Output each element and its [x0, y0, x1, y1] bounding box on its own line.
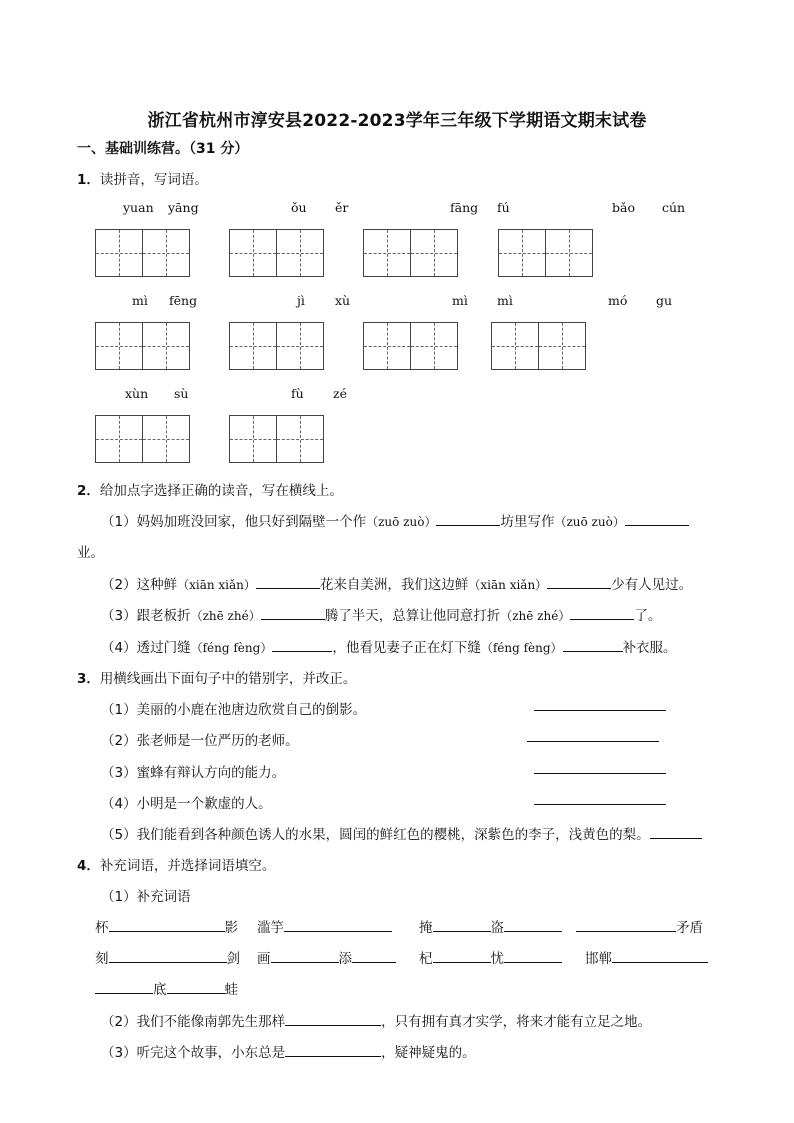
item-text: 花来自美洲，我们这边鲜: [319, 577, 469, 593]
pinyin: ǒu: [291, 200, 307, 215]
pinyin: yāng: [168, 200, 199, 215]
idiom-char: 画: [257, 951, 271, 967]
q4-sub-1: （1）补充词语: [101, 889, 191, 905]
pinyin: mó: [608, 293, 628, 308]
question-text: 读拼音，写词语。: [99, 172, 208, 188]
idiom-char: 添: [338, 951, 352, 967]
q3-item-4: （4）小明是一个歉虚的人。: [101, 796, 272, 812]
idiom-blank-4: [576, 916, 703, 936]
pinyin: ěr: [335, 200, 349, 215]
writing-box[interactable]: [95, 322, 190, 370]
answer-blank[interactable]: [433, 917, 491, 932]
pinyin: zé: [333, 386, 347, 401]
idiom-char: 剑: [226, 951, 240, 967]
item-text: ，只有拥有真才实学，将来才能有立足之地。: [381, 1014, 652, 1030]
answer-blank[interactable]: [625, 511, 689, 526]
question-text: 补充词语，并选择词语填空。: [99, 858, 276, 874]
answer-blank[interactable]: [563, 637, 623, 652]
q4-sub-2: [101, 1010, 651, 1030]
pinyin-options: （zhē zhé）: [190, 609, 261, 623]
answer-blank[interactable]: [433, 948, 491, 963]
q3-item-1: （1）美丽的小鹿在池唐边欣赏自己的倒影。: [101, 702, 367, 718]
item-text: （3）跟老板折: [101, 608, 191, 624]
question-number: 3．: [77, 671, 100, 687]
answer-blank[interactable]: [285, 1042, 381, 1057]
idiom-blank-2: [257, 916, 392, 936]
pinyin-options: （féng fèng）: [190, 641, 273, 655]
answer-blank[interactable]: [261, 605, 325, 620]
question-4: [77, 854, 275, 874]
answer-blank[interactable]: [352, 948, 396, 963]
q2-item-1-cont: 业。: [77, 545, 104, 561]
item-text: 坊里写作: [500, 514, 555, 530]
writing-box[interactable]: [491, 322, 586, 370]
pinyin: fù: [291, 386, 304, 401]
answer-line[interactable]: [534, 710, 666, 711]
writing-box[interactable]: [229, 415, 324, 463]
pinyin: mì: [452, 293, 468, 308]
answer-blank[interactable]: [95, 979, 153, 994]
item-text: 了。: [634, 608, 662, 624]
writing-box[interactable]: [498, 229, 593, 277]
pinyin: xù: [335, 293, 351, 308]
answer-blank[interactable]: [271, 948, 339, 963]
question-text: 给加点字选择正确的读音，写在横线上。: [99, 483, 343, 499]
idiom-char: 邯郸: [585, 951, 612, 967]
idiom-char: 盗: [490, 920, 504, 936]
pinyin: yuan: [123, 200, 154, 215]
q2-item-2: [101, 573, 692, 593]
pinyin-options: （zuō zuò）: [554, 515, 625, 529]
answer-blank[interactable]: [504, 917, 562, 932]
idiom-char: 矛盾: [676, 920, 703, 936]
idiom-blank-1: [95, 916, 238, 936]
question-text: 用横线画出下面句子中的错别字，并改正。: [99, 671, 357, 687]
idiom-char: 掩: [419, 920, 433, 936]
q2-item-1: [101, 510, 689, 530]
idiom-blank-3: [419, 916, 562, 936]
pinyin-options: （xiān xiǎn）: [468, 578, 548, 592]
idiom-blank-6: [257, 947, 396, 967]
pinyin: fēng: [169, 293, 198, 308]
answer-blank[interactable]: [650, 824, 702, 839]
item-text: （2）我们不能像南郭先生那样: [101, 1014, 286, 1030]
idiom-blank-8: [585, 947, 708, 967]
answer-blank[interactable]: [256, 574, 320, 589]
writing-box[interactable]: [363, 322, 458, 370]
q3-item-2: （2）张老师是一位严历的老师。: [101, 733, 299, 749]
answer-blank[interactable]: [109, 917, 225, 932]
answer-blank[interactable]: [284, 917, 392, 932]
answer-blank[interactable]: [612, 948, 708, 963]
item-text: ，疑神疑鬼的。: [381, 1045, 476, 1061]
answer-line[interactable]: [534, 804, 666, 805]
answer-blank[interactable]: [436, 511, 500, 526]
answer-blank[interactable]: [504, 948, 562, 963]
item-text: 补衣服。: [622, 640, 677, 656]
exam-title: 浙江省杭州市淳安县2022-2023学年三年级下学期语文期末试卷: [147, 111, 647, 131]
writing-box[interactable]: [95, 415, 190, 463]
idiom-char: 杞: [419, 951, 433, 967]
idiom-char: 滥竽: [257, 920, 284, 936]
item-text: （4）透过门缝: [101, 640, 191, 656]
item-text: 少有人见过。: [611, 577, 693, 593]
answer-line[interactable]: [527, 741, 659, 742]
pinyin-options: （xiān xiǎn）: [177, 578, 256, 592]
section-heading: 一、基础训练营。（31 分）: [77, 141, 249, 157]
item-text: 腾了半天，总算让他同意打折: [324, 608, 501, 624]
pinyin: sù: [174, 386, 189, 401]
idiom-blank-5: [95, 947, 240, 967]
idiom-char: 忧: [490, 951, 504, 967]
question-1: [77, 168, 208, 188]
question-number: 2．: [77, 483, 100, 499]
item-text: （3）听完这个故事，小东总是: [101, 1045, 286, 1061]
q2-item-4: [101, 636, 677, 656]
writing-box[interactable]: [229, 229, 324, 277]
q3-item-3: （3）蜜蜂有辩认方向的能力。: [101, 765, 286, 781]
pinyin-options: （zuō zuò）: [366, 515, 437, 529]
pinyin: fú: [497, 200, 510, 215]
answer-blank[interactable]: [576, 917, 676, 932]
pinyin: mì: [497, 293, 513, 308]
q2-item-3: [101, 604, 661, 624]
item-text: （5）我们能看到各种颜色诱人的水果，圆闰的鲜红色的樱桃，深紫色的李子，浅黄色的梨。: [101, 827, 650, 843]
idiom-char: 影: [224, 920, 238, 936]
pinyin: bǎo: [612, 200, 635, 215]
writing-box[interactable]: [229, 322, 324, 370]
item-text: （1）妈妈加班没回家，他只好到隔壁一个作: [101, 514, 367, 530]
pinyin-options: （féng fèng）: [480, 641, 563, 655]
item-text: ，他看见妻子正在灯下缝: [332, 640, 481, 656]
idiom-char: 刻: [95, 951, 109, 967]
question-2: [77, 479, 343, 499]
pinyin: cún: [662, 200, 686, 215]
answer-line[interactable]: [534, 773, 666, 774]
idiom-blank-9: [95, 978, 238, 998]
pinyin: jì: [297, 293, 305, 308]
answer-blank[interactable]: [570, 605, 634, 620]
writing-box[interactable]: [95, 229, 190, 277]
item-text: （2）这种鲜: [101, 577, 178, 593]
answer-blank[interactable]: [285, 1011, 381, 1026]
pinyin: gu: [656, 293, 673, 308]
idiom-char: 蛙: [224, 982, 238, 998]
idiom-blank-7: [419, 947, 562, 967]
pinyin: fāng: [450, 200, 479, 215]
answer-blank[interactable]: [272, 637, 332, 652]
answer-blank[interactable]: [167, 979, 225, 994]
answer-blank[interactable]: [109, 948, 227, 963]
answer-blank[interactable]: [547, 574, 611, 589]
pinyin: xùn: [125, 386, 149, 401]
pinyin-options: （zhē zhé）: [500, 609, 571, 623]
question-3: [77, 667, 356, 687]
idiom-char: 杯: [95, 920, 109, 936]
question-number: 1．: [77, 172, 100, 188]
q4-sub-3: [101, 1041, 476, 1061]
idiom-char: 底: [153, 982, 167, 998]
pinyin: mì: [132, 293, 148, 308]
question-number: 4．: [77, 858, 100, 874]
writing-box[interactable]: [363, 229, 458, 277]
q3-item-5: [101, 823, 702, 843]
